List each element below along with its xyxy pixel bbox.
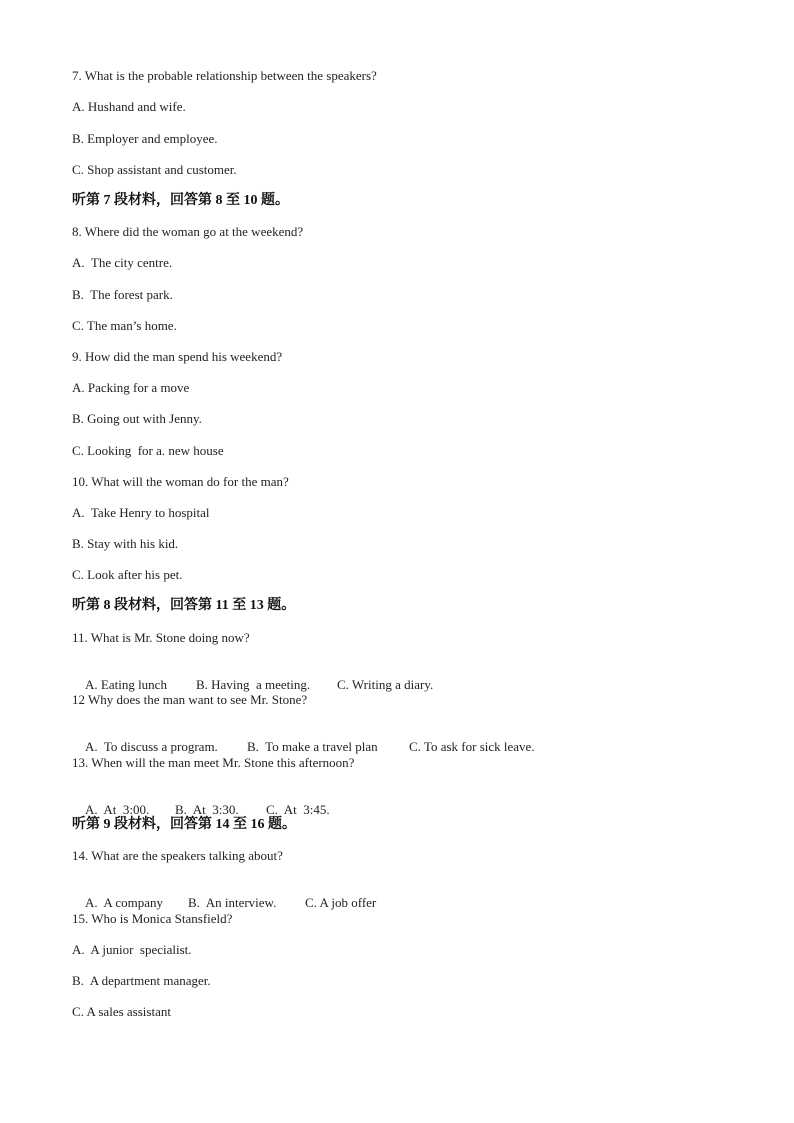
question-8-option-c: C. The man’s home.: [72, 318, 177, 333]
question-11: 11. What is Mr. Stone doing now?: [72, 630, 250, 645]
question-11-option-b: B. Having a meeting.: [196, 677, 311, 692]
section-heading-8: 听第 8 段材料，回答第 11 至 13 题。: [72, 598, 296, 613]
question-7-option-a: A. Hushand and wife.: [72, 99, 186, 114]
question-10-option-c: C. Look after his pet.: [72, 567, 183, 582]
question-9: 9. How did the man spend his weekend?: [72, 349, 283, 364]
question-13: 13. When will the man meet Mr. Stone this afternoon?: [72, 755, 355, 770]
question-9-option-a: A. Packing for a move: [72, 380, 190, 395]
question-8: 8. Where did the woman go at the weekend?: [72, 224, 304, 239]
question-14-option-a: A. A company: [85, 895, 163, 910]
question-9-option-c: C. Looking for a. new house: [72, 443, 224, 458]
question-13-option-a: A. At 3:00.: [85, 802, 150, 817]
question-9-option-b: B. Going out with Jenny.: [72, 411, 202, 426]
question-14-option-b: B. An interview.: [188, 895, 277, 910]
question-8-option-a: A. The city centre.: [72, 255, 173, 270]
question-7: 7. What is the probable relationship between the speakers?: [72, 68, 377, 83]
question-15-option-a: A. A junior specialist.: [72, 942, 192, 957]
question-14: 14. What are the speakers talking about?: [72, 848, 283, 863]
question-12-option-c: C. To ask for sick leave.: [409, 739, 535, 754]
section-heading-7: 听第 7 段材料，回答第 8 至 10 题。: [72, 193, 289, 208]
question-7-option-b: B. Employer and employee.: [72, 131, 218, 146]
question-12-option-b: B. To make a travel plan: [247, 739, 378, 754]
question-14-option-c: C. A job offer: [305, 895, 377, 910]
question-15: 15. Who is Monica Stansfield?: [72, 911, 233, 926]
question-12-option-a: A. To discuss a program.: [85, 739, 218, 754]
question-8-option-b: B. The forest park.: [72, 287, 173, 302]
question-10-option-b: B. Stay with his kid.: [72, 536, 179, 551]
question-12: 12 Why does the man want to see Mr. Stone?: [72, 692, 308, 707]
question-15-option-b: B. A department manager.: [72, 973, 211, 988]
question-13-option-b: B. At 3:30.: [175, 802, 239, 817]
question-7-option-c: C. Shop assistant and customer.: [72, 162, 237, 177]
question-15-option-c: C. A sales assistant: [72, 1004, 171, 1019]
question-10-option-a: A. Take Henry to hospital: [72, 505, 210, 520]
question-11-option-a: A. Eating lunch: [85, 677, 167, 692]
question-10: 10. What will the woman do for the man?: [72, 474, 289, 489]
section-heading-9: 听第 9 段材料，回答第 14 至 16 题。: [72, 817, 296, 832]
question-13-option-c: C. At 3:45.: [266, 802, 330, 817]
question-11-option-c: C. Writing a diary.: [337, 677, 434, 692]
